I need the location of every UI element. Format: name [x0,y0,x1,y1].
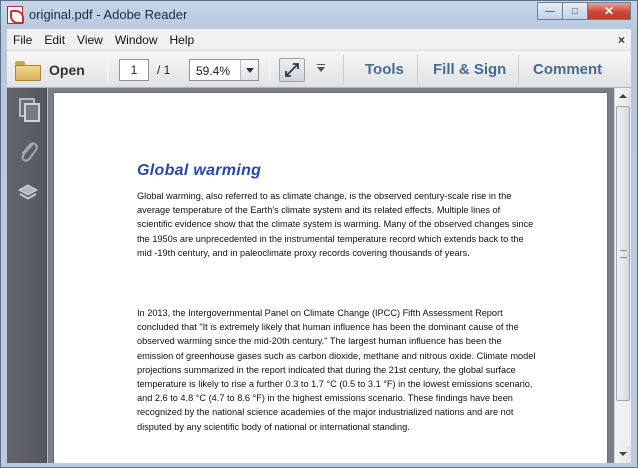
menu-window[interactable]: Window [114,32,158,47]
layers-icon[interactable] [17,182,39,204]
chevron-down-icon[interactable] [240,60,258,80]
page-total: / 1 [157,63,171,77]
toolbar-divider [107,57,108,83]
navigation-panel [7,88,47,463]
folder-icon [15,61,39,79]
toolbar-divider [343,55,344,85]
customize-toolbar-icon[interactable] [315,63,327,75]
vertical-scrollbar[interactable] [614,88,631,463]
toolbar-divider [417,55,418,85]
menu-file[interactable]: File [13,32,33,47]
document-viewport[interactable] [48,88,614,463]
expand-arrows-icon [284,62,300,78]
open-button[interactable] [15,58,85,82]
comment-pane-button[interactable]: Comment [533,61,603,78]
document-heading: Global warming [137,162,262,179]
tools-pane-button[interactable]: Tools [365,61,404,78]
close-button[interactable]: ✕ [587,2,631,20]
toolbar [7,51,631,88]
menu-view[interactable]: View [77,32,103,47]
maximize-button[interactable]: □ [562,2,588,20]
menu-help[interactable]: Help [169,32,195,47]
menu-bar [7,29,631,51]
page-thumbnails-icon[interactable] [17,98,39,120]
zoom-select[interactable] [189,59,259,81]
toolbar-divider [269,57,270,83]
toolbar-divider [518,55,519,85]
menu-edit[interactable]: Edit [44,32,66,47]
title-bar[interactable] [1,1,637,29]
scroll-down-arrow-icon[interactable] [615,446,631,463]
scroll-up-arrow-icon[interactable] [615,88,631,105]
fill-sign-pane-button[interactable]: Fill & Sign [433,61,507,78]
pdf-page [54,93,607,463]
open-label: Open [49,62,85,78]
minimize-button[interactable]: — [537,2,563,20]
scroll-thumb[interactable] [616,106,630,401]
document-paragraph: Global warming, also referred to as climate change, is the observed century-scale rise in the average temperature of the Earth's climate system and its related effects. Multiple lines of scientific evidence show that the climate system is warming. Many of the observed changes since the 1950s are unprecedented in the instrumental temperature record which extends back to the mid -19th century, and in paleoclimate proxy records covering thousands of years. [137,191,534,258]
attachment-icon[interactable] [17,140,39,162]
page-number-input[interactable]: 1 [119,59,149,81]
pdf-app-icon [7,6,23,24]
window-title: original.pdf - Adobe Reader [29,7,188,22]
window-controls [537,2,631,21]
close-document-icon[interactable]: × [617,32,625,47]
zoom-value: 59.4% [196,64,231,78]
document-paragraph: In 2013, the Intergovernmental Panel on Climate Change (IPCC) Fifth Assessment Report concluded that "It is extremely likely that human influence has been the dominant cause of the observed warming since the mid-20th century." The largest human influence has been the emission of greenhouse gases such as carbon dioxide, methane and nitrous oxide. Climate model projections summarized in the report indicated that during the 21st century, the global surface temperature is likely to rise a further 0.3 to 1.7 °C (0.5 to 3.1 °F) in the lowest emissions scenario, and 2.6 to 4.8 °C (4.7 to 8.6 °F) in the highest emissions scenario. These findings have been recognized by the national science academies of the major industrialized nations and are not disputed by any scientific body of national or international standing. [137,308,536,432]
fit-page-button[interactable] [279,58,305,82]
